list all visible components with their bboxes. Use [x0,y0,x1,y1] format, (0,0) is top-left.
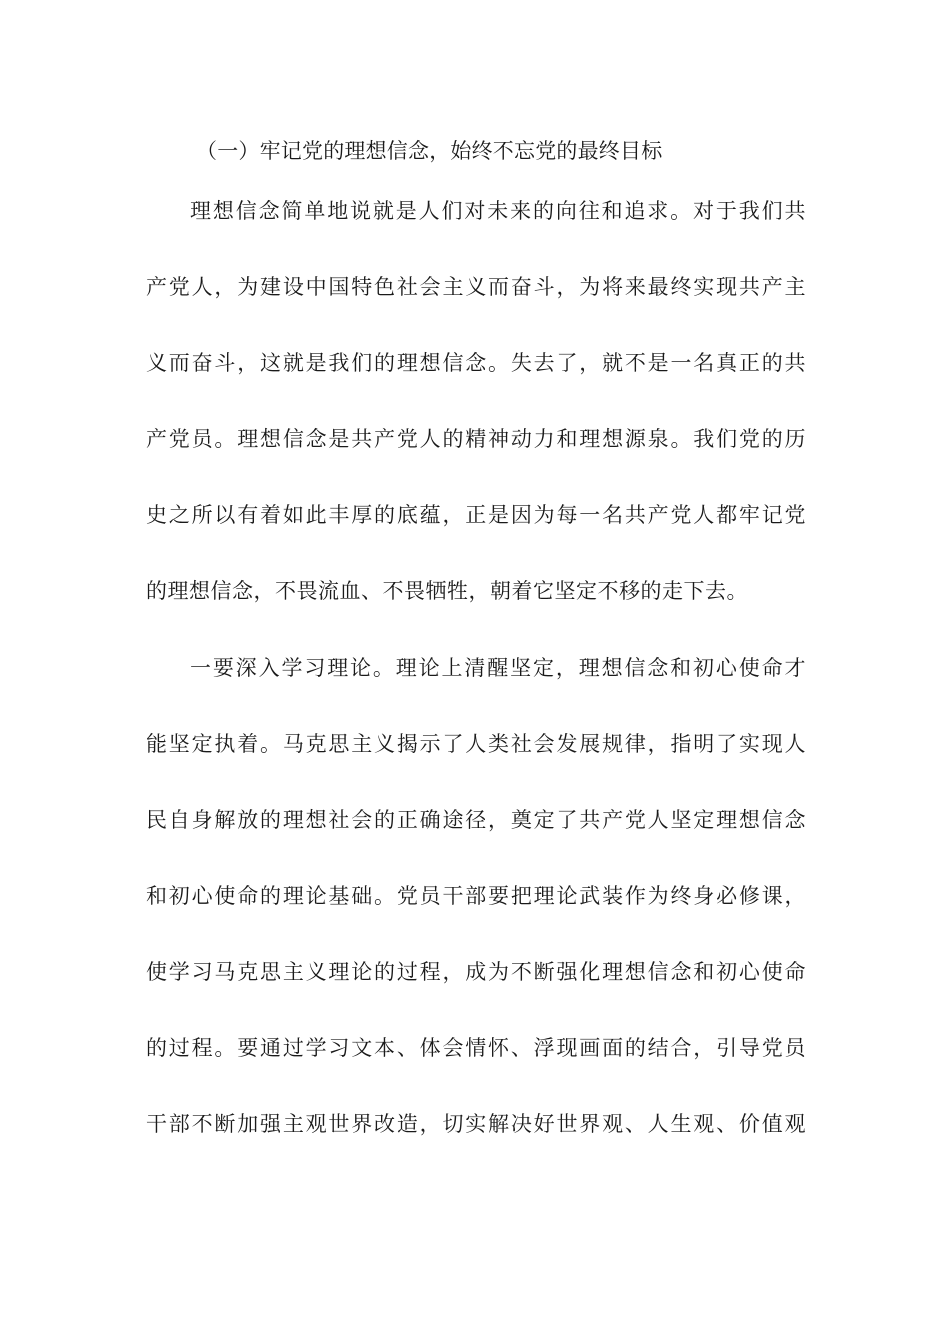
paragraph-line: 的理想信念，不畏流血、不畏牺牲，朝着它坚定不移的走下去。 [146,579,748,603]
paragraph-theory-study [146,651,806,1183]
paragraph-line: 使学习马克思主义理论的过程，成为不断强化理想信念和初心使命 [146,960,806,984]
paragraph-line: 一要深入学习理论。理论上清醒坚定，理想信念和初心使命才 [190,656,806,680]
paragraph-line: 能坚定执着。马克思主义揭示了人类社会发展规律，指明了实现人 [146,732,806,756]
paragraph-line: 产党员。理想信念是共产党人的精神动力和理想源泉。我们党的历 [146,427,806,451]
section-heading: （一）牢记党的理想信念，始终不忘党的最终目标 [196,139,663,163]
paragraph-line: 产党人，为建设中国特色社会主义而奋斗，为将来最终实现共产主 [146,275,806,299]
paragraph-line: 民自身解放的理想社会的正确途径，奠定了共产党人坚定理想信念 [146,808,806,832]
paragraph-line: 史之所以有着如此丰厚的底蕴，正是因为每一名共产党人都牢记党 [146,503,806,527]
paragraph-line: 的过程。要通过学习文本、体会情怀、浮现画面的结合，引导党员 [146,1036,806,1060]
paragraph-line: 义而奋斗，这就是我们的理想信念。失去了，就不是一名真正的共 [146,351,806,375]
paragraph-line: 和初心使命的理论基础。党员干部要把理论武装作为终身必修课， [146,884,806,908]
paragraph-ideals [146,194,806,650]
paragraph-line: 干部不断加强主观世界改造，切实解决好世界观、人生观、价值观 [146,1112,806,1136]
paragraph-line: 理想信念简单地说就是人们对未来的向往和追求。对于我们共 [190,199,806,223]
